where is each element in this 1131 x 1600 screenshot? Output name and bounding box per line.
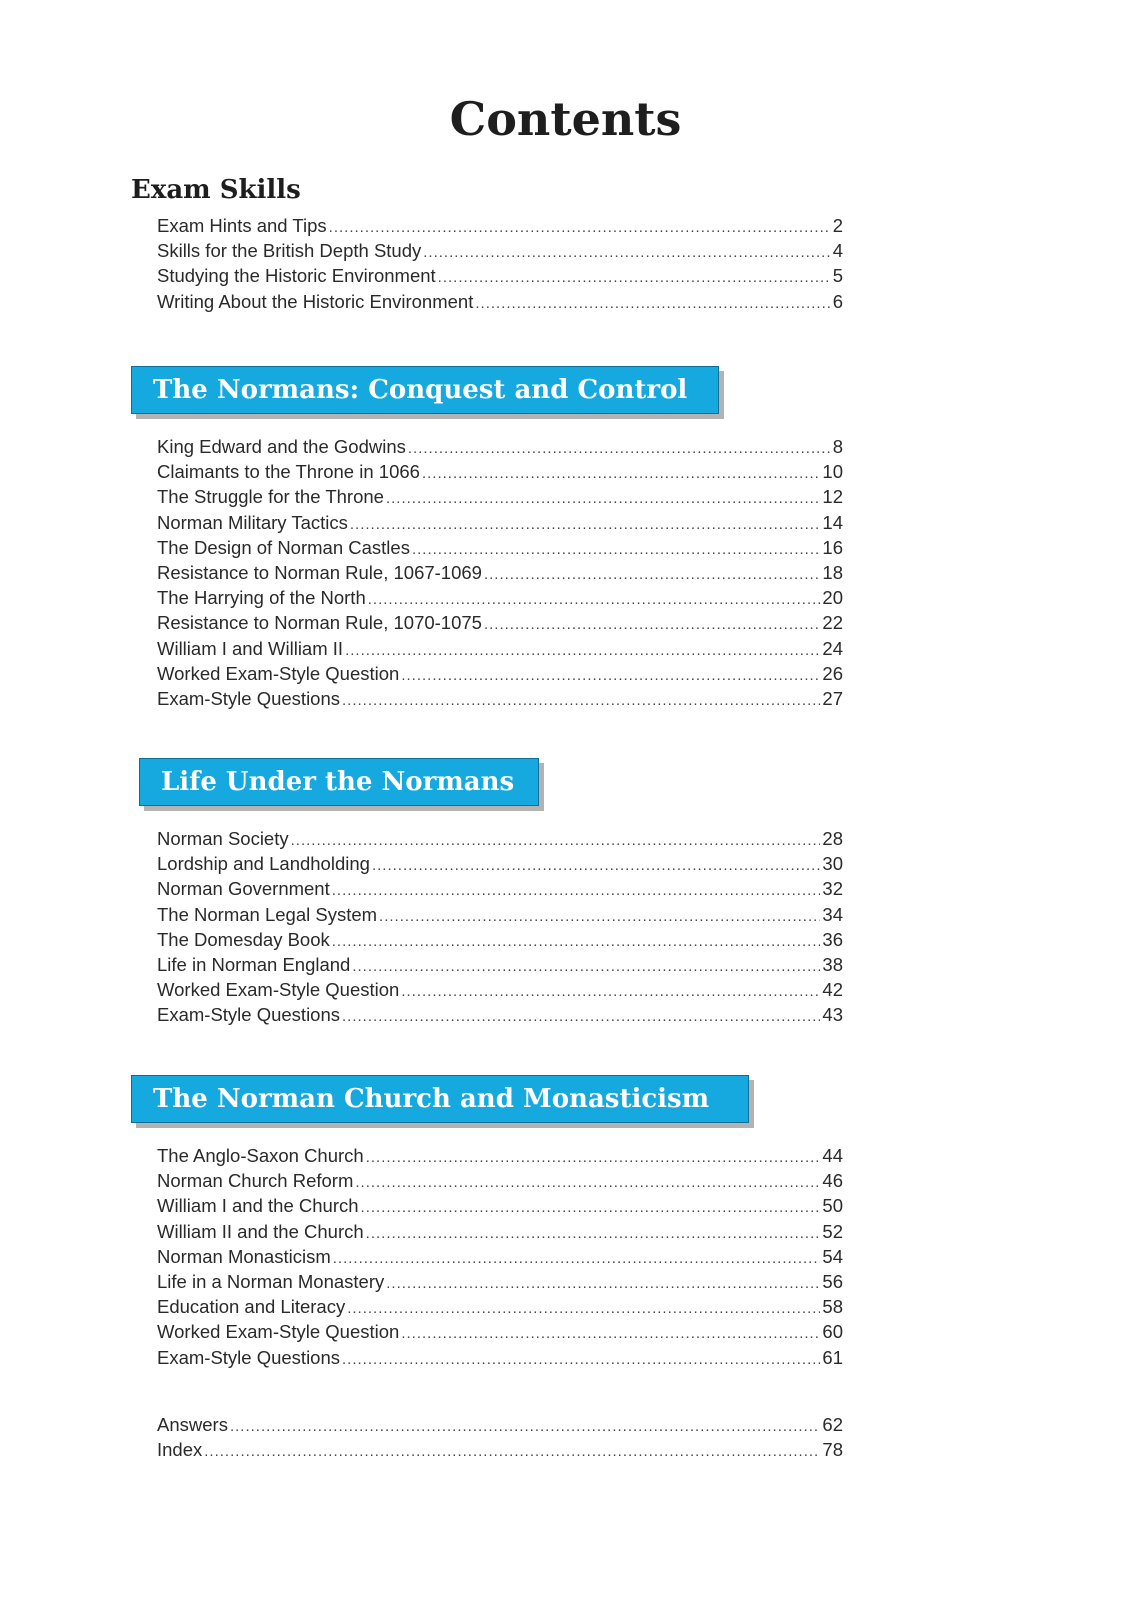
- toc-entry-page: 30: [822, 853, 843, 875]
- dot-leader: [401, 1321, 820, 1346]
- toc-entry[interactable]: [157, 1437, 843, 1462]
- dot-leader: [230, 1414, 820, 1439]
- toc-entry-page: 54: [822, 1245, 843, 1267]
- toc-entry-page: 12: [822, 486, 843, 508]
- toc-entry-title: Resistance to Norman Rule, 1070-1075: [157, 612, 482, 634]
- toc-entry[interactable]: [157, 686, 843, 711]
- toc-entry-page: 34: [822, 903, 843, 925]
- toc-entry-page: 61: [822, 1346, 843, 1368]
- section-banner-church-and-monasticism: The Norman Church and Monasticism: [131, 1075, 749, 1123]
- dot-leader: [345, 638, 820, 663]
- toc-list-church-and-monasticism: [157, 1143, 843, 1370]
- toc-entry[interactable]: [157, 535, 843, 560]
- toc-list-life-under-the-normans: [157, 826, 843, 1028]
- toc-entry-page: 52: [822, 1220, 843, 1242]
- toc-entry-title: Studying the Historic Environment: [157, 265, 436, 287]
- toc-entry-title: William I and William II: [157, 637, 344, 659]
- toc-entry-title: Norman Government: [157, 878, 330, 900]
- toc-entry-title: Exam-Style Questions: [157, 687, 341, 709]
- toc-entry[interactable]: [157, 851, 843, 876]
- toc-entry-page: 42: [822, 979, 843, 1001]
- section-heading-exam-skills: Exam Skills: [131, 175, 301, 205]
- toc-entry-title: King Edward and the Godwins: [157, 436, 406, 457]
- toc-entry[interactable]: [157, 1345, 843, 1370]
- toc-entry[interactable]: [157, 1168, 843, 1193]
- toc-entry[interactable]: [157, 213, 843, 238]
- dot-leader: [412, 537, 820, 562]
- toc-entry-page: 4: [832, 240, 843, 262]
- toc-entry-title: Norman Monasticism: [157, 1245, 331, 1267]
- toc-entry-title: The Norman Legal System: [157, 903, 378, 925]
- dot-leader: [423, 240, 830, 265]
- dot-leader: [372, 853, 820, 878]
- toc-entry-title: Norman Military Tactics: [157, 511, 348, 533]
- toc-entry[interactable]: [157, 826, 843, 851]
- dot-leader: [332, 878, 821, 903]
- toc-entry-page: 78: [822, 1439, 843, 1461]
- toc-entry[interactable]: [157, 1294, 843, 1319]
- toc-entry-page: 16: [822, 536, 843, 558]
- toc-entry-page: 18: [822, 561, 843, 583]
- toc-entry-page: 44: [822, 1145, 843, 1166]
- dot-leader: [329, 215, 831, 240]
- dot-leader: [408, 436, 831, 461]
- toc-entry-page: 22: [822, 612, 843, 634]
- toc-entry[interactable]: [157, 661, 843, 686]
- toc-entry-title: Worked Exam-Style Question: [157, 979, 400, 1001]
- toc-entry[interactable]: [157, 1193, 843, 1218]
- toc-entry-page: 58: [822, 1296, 843, 1318]
- toc-entry[interactable]: [157, 1269, 843, 1294]
- dot-leader: [475, 291, 830, 316]
- toc-list-conquest-and-control: [157, 434, 843, 711]
- toc-entry-title: Writing About the Historic Environment: [157, 290, 474, 312]
- toc-entry-page: 10: [822, 461, 843, 483]
- toc-entry-title: Claimants to the Throne in 1066: [157, 461, 420, 483]
- dot-leader: [204, 1439, 820, 1464]
- dot-leader: [352, 954, 820, 979]
- toc-entry-page: 62: [822, 1414, 843, 1435]
- toc-entry[interactable]: [157, 927, 843, 952]
- toc-entry-title: The Domesday Book: [157, 928, 330, 950]
- toc-entry-title: Worked Exam-Style Question: [157, 662, 400, 684]
- toc-entry-title: Lordship and Landholding: [157, 853, 370, 875]
- dot-leader: [386, 1271, 820, 1296]
- dot-leader: [484, 612, 820, 637]
- toc-entry-title: Norman Society: [157, 828, 289, 849]
- toc-entry[interactable]: [157, 1412, 843, 1437]
- toc-entry[interactable]: [157, 636, 843, 661]
- toc-entry-page: 26: [822, 662, 843, 684]
- toc-entry-title: Life in a Norman Monastery: [157, 1270, 385, 1292]
- toc-entry-page: 27: [822, 687, 843, 709]
- toc-entry-page: 38: [822, 953, 843, 975]
- toc-entry-page: 56: [822, 1270, 843, 1292]
- toc-entry[interactable]: [157, 610, 843, 635]
- toc-entry-title: William I and the Church: [157, 1195, 359, 1217]
- dot-leader: [422, 461, 820, 486]
- dot-leader: [350, 512, 821, 537]
- toc-entry-title: Education and Literacy: [157, 1296, 346, 1318]
- toc-entry-page: 36: [822, 928, 843, 950]
- toc-entry-title: William II and the Church: [157, 1220, 364, 1242]
- page-title: Contents: [449, 92, 682, 146]
- toc-entry[interactable]: [157, 585, 843, 610]
- toc-entry-title: Exam-Style Questions: [157, 1004, 341, 1026]
- dot-leader: [401, 979, 820, 1004]
- toc-entry[interactable]: [157, 434, 843, 459]
- toc-entry-page: 28: [822, 828, 843, 849]
- toc-entry-title: Answers: [157, 1414, 228, 1435]
- dot-leader: [386, 486, 820, 511]
- toc-entry-title: Norman Church Reform: [157, 1170, 354, 1192]
- dot-leader: [291, 828, 821, 853]
- dot-leader: [347, 1296, 820, 1321]
- toc-entry-page: 5: [832, 265, 843, 287]
- dot-leader: [379, 904, 820, 929]
- toc-entry-title: The Harrying of the North: [157, 587, 366, 609]
- toc-entry[interactable]: [157, 459, 843, 484]
- dot-leader: [438, 265, 831, 290]
- toc-entry[interactable]: [157, 1143, 843, 1168]
- dot-leader: [342, 1004, 820, 1029]
- toc-entry-title: Exam-Style Questions: [157, 1346, 341, 1368]
- dot-leader: [342, 1347, 820, 1372]
- dot-leader: [333, 1246, 821, 1271]
- toc-entry-title: Resistance to Norman Rule, 1067-1069: [157, 561, 482, 583]
- toc-entry-page: 46: [822, 1170, 843, 1192]
- toc-entry[interactable]: [157, 952, 843, 977]
- toc-entry[interactable]: [157, 238, 843, 263]
- toc-entry[interactable]: [157, 484, 843, 509]
- section-banner-life-under-the-normans: Life Under the Normans: [139, 758, 539, 806]
- toc-entry[interactable]: [157, 1219, 843, 1244]
- dot-leader: [361, 1195, 821, 1220]
- toc-list-exam-skills: [157, 213, 843, 314]
- toc-entry-page: 24: [822, 637, 843, 659]
- toc-entry-title: The Struggle for the Throne: [157, 486, 384, 508]
- dot-leader: [484, 562, 820, 587]
- toc-entry-page: 6: [832, 290, 843, 312]
- toc-entry[interactable]: [157, 876, 843, 901]
- dot-leader: [355, 1170, 820, 1195]
- toc-entry-title: Worked Exam-Style Question: [157, 1321, 400, 1343]
- toc-entry-page: 14: [822, 511, 843, 533]
- toc-entry[interactable]: [157, 977, 843, 1002]
- toc-entry-title: Index: [157, 1439, 203, 1461]
- toc-entry-title: Exam Hints and Tips: [157, 215, 327, 236]
- toc-entry[interactable]: [157, 902, 843, 927]
- toc-entry-page: 50: [822, 1195, 843, 1217]
- toc-entry[interactable]: [157, 1002, 843, 1027]
- toc-entry-title: The Anglo-Saxon Church: [157, 1145, 364, 1166]
- toc-entry[interactable]: [157, 510, 843, 535]
- toc-entry[interactable]: [157, 263, 843, 288]
- toc-entry-page: 8: [832, 436, 843, 457]
- dot-leader: [342, 688, 820, 713]
- toc-entry[interactable]: [157, 289, 843, 314]
- toc-entry-title: Life in Norman England: [157, 953, 351, 975]
- toc-list-back-matter: [157, 1412, 843, 1462]
- dot-leader: [332, 929, 821, 954]
- toc-entry-page: 32: [822, 878, 843, 900]
- toc-entry[interactable]: [157, 1244, 843, 1269]
- toc-entry-title: Skills for the British Depth Study: [157, 240, 422, 262]
- toc-entry[interactable]: [157, 1319, 843, 1344]
- toc-entry-page: 2: [832, 215, 843, 236]
- dot-leader: [366, 1221, 821, 1246]
- toc-entry-page: 60: [822, 1321, 843, 1343]
- toc-entry-page: 43: [822, 1004, 843, 1026]
- toc-entry-page: 20: [822, 587, 843, 609]
- toc-entry[interactable]: [157, 560, 843, 585]
- toc-entry-title: The Design of Norman Castles: [157, 536, 410, 558]
- dot-leader: [368, 587, 821, 612]
- dot-leader: [366, 1145, 821, 1170]
- section-banner-conquest-and-control: The Normans: Conquest and Control: [131, 366, 719, 414]
- dot-leader: [401, 663, 820, 688]
